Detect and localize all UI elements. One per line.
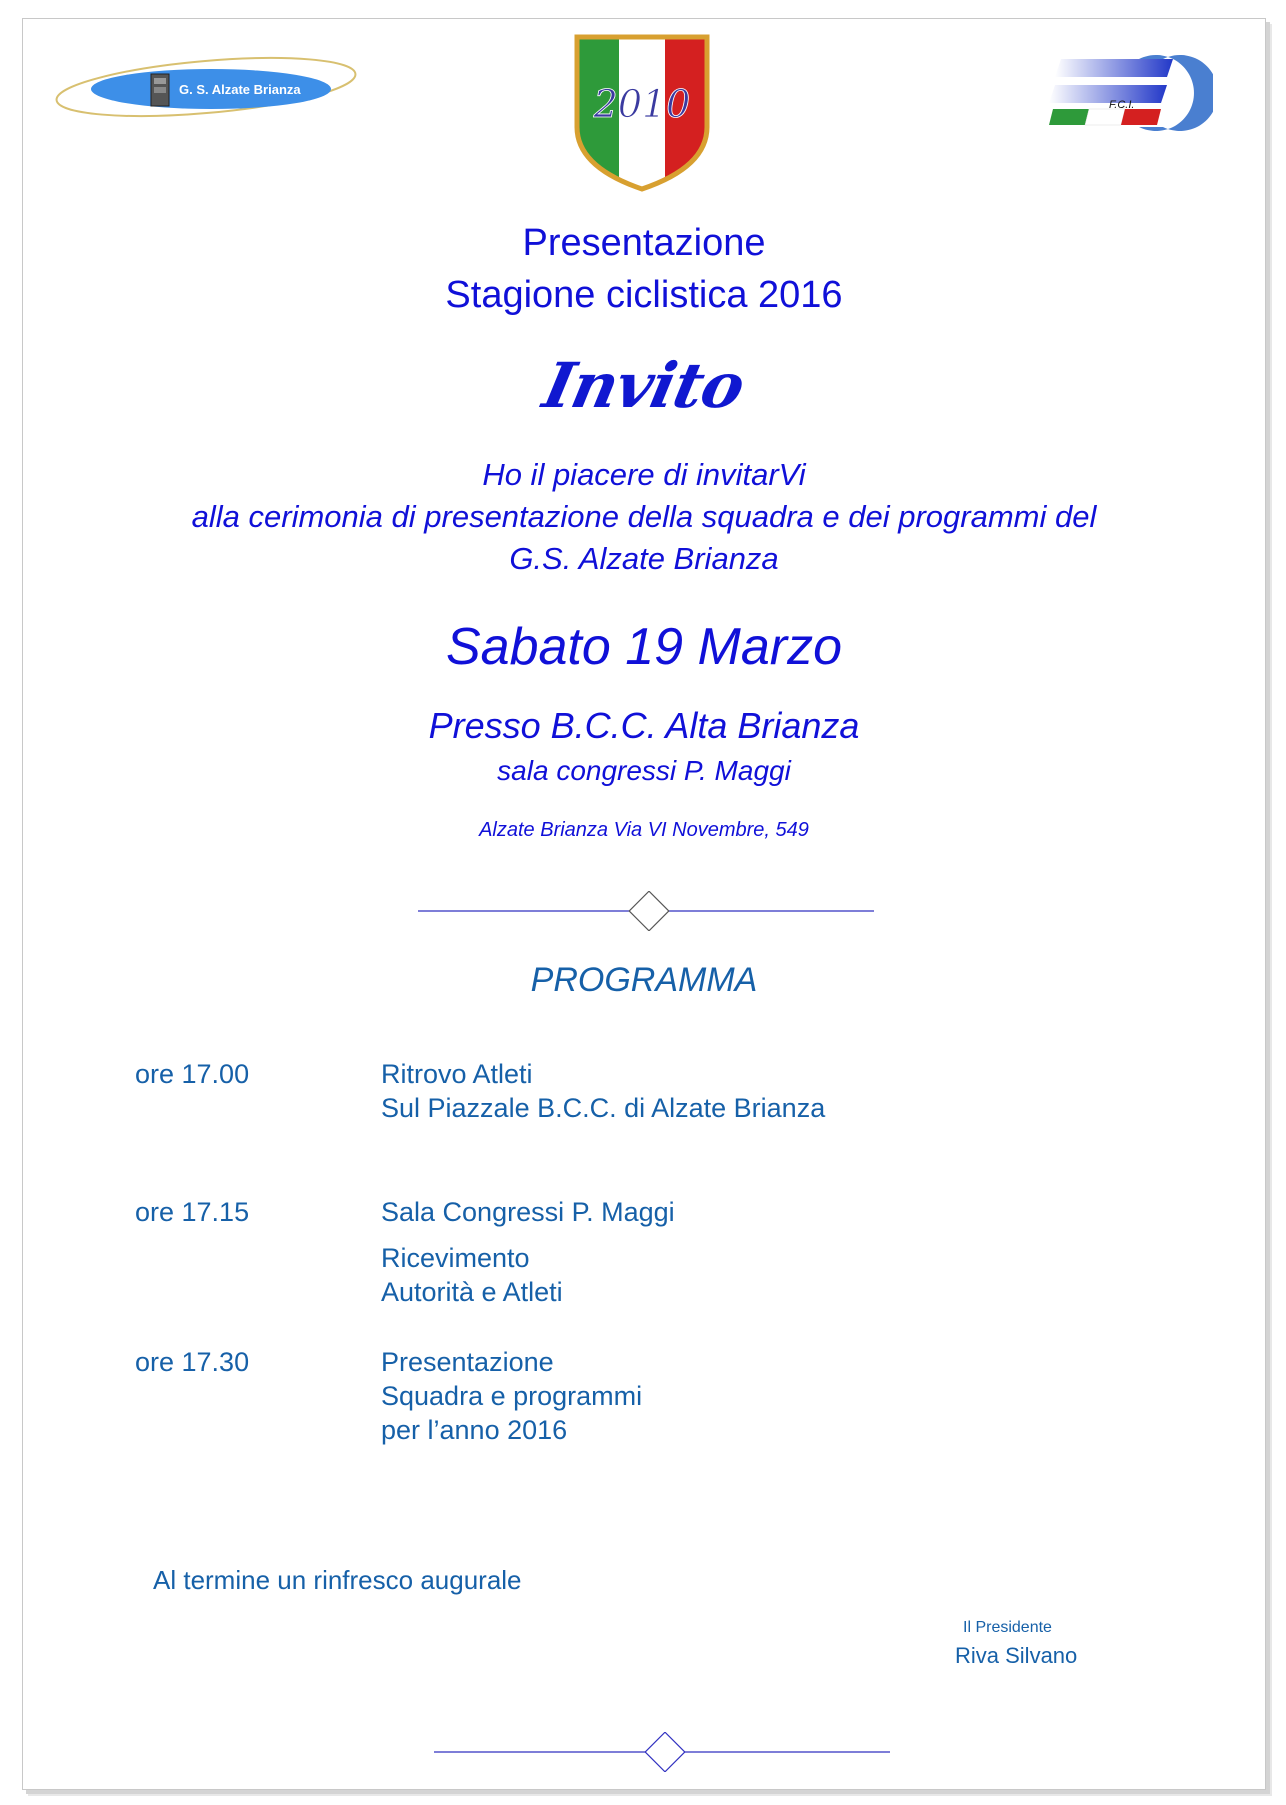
divider-top	[418, 891, 874, 931]
invitation-page	[22, 18, 1266, 1790]
schedule-line: Presentazione	[381, 1347, 554, 1377]
schedule-item-3	[381, 1345, 642, 1447]
schedule-line: per l’anno 2016	[381, 1415, 568, 1445]
fci-logo-graphic	[1043, 51, 1213, 133]
title-line1: Presentazione	[522, 222, 766, 264]
club-logo-text: G. S. Alzate Brianza	[179, 82, 301, 97]
schedule-item-2	[381, 1195, 675, 1309]
programma-title: PROGRAMMA	[530, 961, 758, 999]
intro-line1: Ho il piacere di invitarVi	[482, 457, 806, 492]
invito-heading: Invito	[537, 349, 751, 422]
diamond-divider-icon	[418, 891, 874, 931]
schedule-line: Sul Piazzale B.C.C. di Alzate Brianza	[381, 1093, 826, 1123]
diamond-divider-icon	[434, 1732, 890, 1772]
intro-line3: G.S. Alzate Brianza	[509, 541, 779, 576]
club-logo-graphic	[51, 47, 361, 127]
signature-role: Il Presidente	[963, 1619, 1052, 1636]
invito-heading-wrap	[23, 349, 1265, 422]
title-line2: Stagione ciclistica 2016	[445, 274, 843, 316]
closing-note: Al termine un rinfresco augurale	[153, 1565, 522, 1595]
schedule-line: Ritrovo Atleti	[381, 1059, 533, 1089]
signature-name: Riva Silvano	[955, 1643, 1078, 1668]
scudetto-shield	[571, 31, 713, 195]
schedule-line: Squadra e programmi	[381, 1381, 643, 1411]
club-logo	[51, 47, 361, 127]
intro-line2: alla cerimonia di presentazione della squadra e dei programmi del	[191, 499, 1097, 534]
event-place: Presso B.C.C. Alta Brianza	[428, 705, 860, 746]
schedule-line: Autorità e Atleti	[381, 1277, 563, 1307]
event-address: Alzate Brianza Via VI Novembre, 549	[479, 819, 809, 841]
shield-icon	[571, 31, 713, 195]
event-hall: sala congressi P. Maggi	[497, 755, 791, 786]
schedule-time-3: ore 17.30	[135, 1347, 250, 1377]
fci-text: F.C.I.	[1109, 99, 1135, 111]
event-date: Sabato 19 Marzo	[445, 618, 843, 676]
schedule-item-1	[381, 1057, 825, 1125]
shield-year: 2010	[593, 82, 691, 126]
schedule-time-1: ore 17.00	[135, 1059, 250, 1089]
schedule-line: Sala Congressi P. Maggi	[381, 1197, 675, 1227]
fci-logo	[1043, 51, 1213, 133]
schedule-line: Ricevimento	[381, 1243, 530, 1273]
schedule-time-2: ore 17.15	[135, 1197, 250, 1227]
divider-bottom	[434, 1732, 890, 1772]
